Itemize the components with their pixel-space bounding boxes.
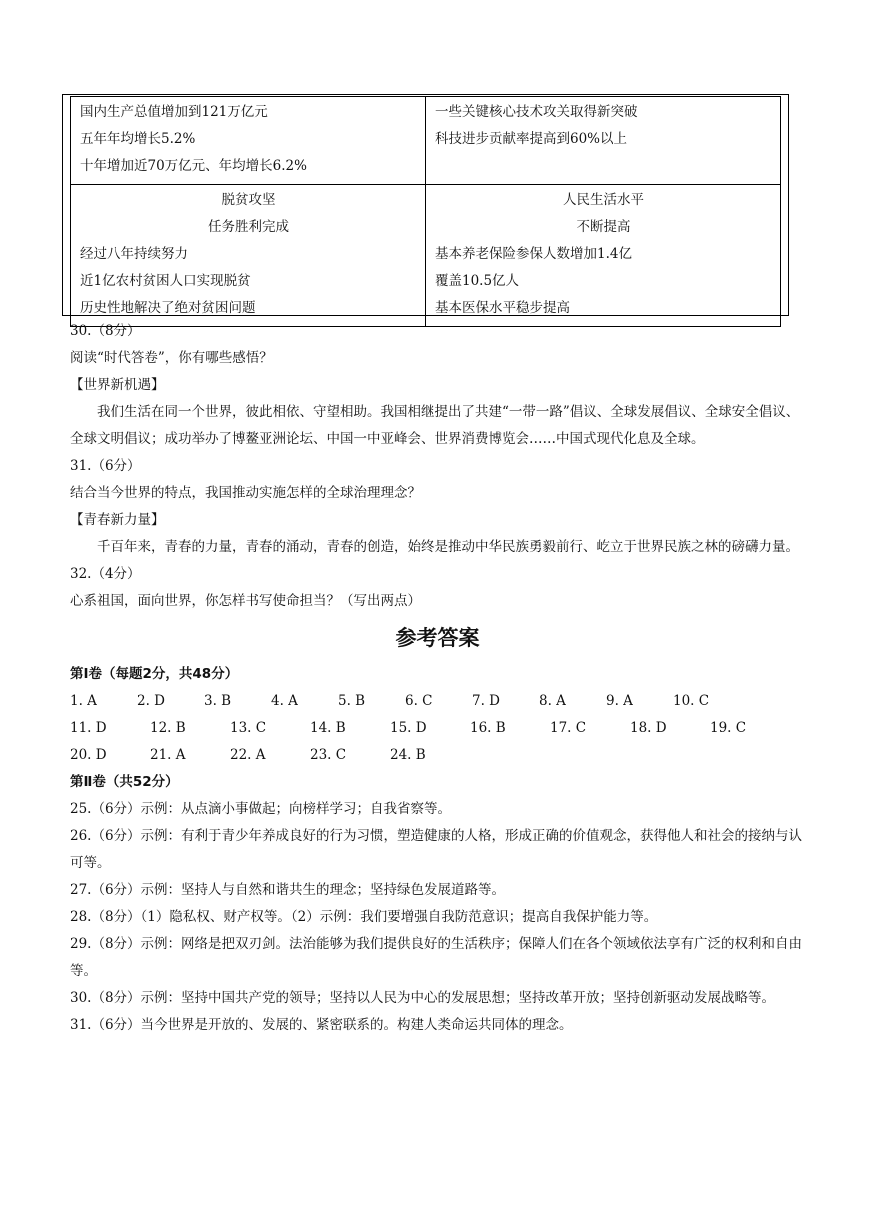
question-number: 31.（6分） — [70, 458, 141, 474]
answer-item: 15. D — [390, 720, 427, 736]
table-line: 五年年均增长5.2% — [80, 131, 196, 147]
question-text: 阅读“时代答卷”，你有哪些感悟？ — [70, 350, 273, 366]
question-text: 结合当今世界的特点，我国推动实施怎样的全球治理理念？ — [70, 485, 421, 501]
answer-text: 28.（8分）（1）隐私权、财产权等。（2）示例：我们要增强自我防范意识；提高自我保护能力等。 — [70, 909, 658, 925]
table-line: 覆盖10.5亿人 — [435, 273, 520, 289]
page-content — [70, 318, 805, 1039]
answer-item: 12. B — [150, 720, 186, 736]
answer-item: 4. A — [271, 693, 298, 709]
part1-heading: 第Ⅰ卷（每题2分，共48分） — [70, 666, 239, 682]
material-paragraph: 千百年来，青春的力量，青春的涌动，青春的创造，始终是推动中华民族勇毅前行、屹立于世界民族之林的磅礴力量。 — [97, 539, 799, 555]
answer-item: 21. A — [150, 747, 186, 763]
table-cell-poverty — [71, 185, 426, 327]
table-cell-title: 脱贫攻坚 — [221, 192, 276, 208]
answer-item: 20. D — [70, 747, 107, 763]
table-line: 近1亿农村贫困人口实现脱贫 — [80, 273, 251, 289]
answer-row — [70, 688, 805, 715]
material-paragraph: 我们生活在同一个世界，彼此相依、守望相助。我国相继提出了共建“一带一路”倡议、全球发展倡议、全球安全倡议、全球文明倡议；成功举办了博鳌亚洲论坛、中国一中亚峰会、世界消费博览会……中国式现代化息及全球。 — [70, 404, 800, 447]
question-number: 30.（8分） — [70, 323, 141, 339]
answer-text: 27.（6分）示例：坚持人与自然和谐共生的理念；坚持绿色发展道路等。 — [70, 882, 506, 898]
table-cell-title: 不断提高 — [576, 219, 631, 235]
table-line: 国内生产总值增加到121万亿元 — [80, 104, 268, 120]
table-line: 经过八年持续努力 — [80, 246, 188, 262]
answer-item: 2. D — [137, 693, 165, 709]
section-heading: 【世界新机遇】 — [70, 377, 165, 393]
table-cell-title: 人民生活水平 — [563, 192, 644, 208]
answer-item: 14. B — [310, 720, 346, 736]
table-cell-title: 任务胜利完成 — [208, 219, 289, 235]
table-line: 一些关键核心技术攻关取得新突破 — [435, 104, 638, 120]
answer-item: 1. A — [70, 693, 97, 709]
answer-item: 9. A — [606, 693, 633, 709]
question-text: 心系祖国，面向世界，你怎样书写使命担当？（写出两点） — [70, 593, 421, 609]
answer-item: 19. C — [710, 720, 747, 736]
answer-row — [70, 715, 805, 742]
section-heading: 【青春新力量】 — [70, 512, 165, 528]
answer-item: 23. C — [310, 747, 347, 763]
answer-item: 8. A — [539, 693, 566, 709]
answer-item: 22. A — [230, 747, 266, 763]
answer-item: 18. D — [630, 720, 667, 736]
part2-heading: 第Ⅱ卷（共52分） — [70, 774, 179, 790]
answer-item: 17. C — [550, 720, 587, 736]
table-line: 科技进步贡献率提高到60%以上 — [435, 131, 628, 147]
table-line: 基本医保水平稳步提高 — [435, 300, 570, 316]
table-line: 十年增加近70万亿元、年均增长6.2% — [80, 158, 307, 174]
answer-item: 3. B — [204, 693, 232, 709]
question-number: 32.（4分） — [70, 566, 141, 582]
answer-item: 10. C — [673, 693, 710, 709]
table-cell-living — [426, 185, 781, 327]
answer-text: 26.（6分）示例：有利于青少年养成良好的行为习惯，塑造健康的人格，形成正确的价值观念，获得他人和社会的接纳与认可等。 — [70, 828, 803, 871]
answer-item: 13. C — [230, 720, 267, 736]
answer-item: 6. C — [405, 693, 433, 709]
answer-row — [70, 742, 805, 769]
answer-text: 29.（8分）示例：网络是把双刃剑。法治能够为我们提供良好的生活秩序；保障人们在各个领域依法享有广泛的权利和自由等。 — [70, 936, 803, 979]
answer-item: 5. B — [338, 693, 366, 709]
answer-item: 24. B — [390, 747, 426, 763]
answer-item: 7. D — [472, 693, 500, 709]
answer-item: 11. D — [70, 720, 107, 736]
table-cell-gdp — [71, 97, 426, 185]
answer-text: 30.（8分）示例：坚持中国共产党的领导；坚持以人民为中心的发展思想；坚持改革开放；坚持创新驱动发展战略等。 — [70, 990, 776, 1006]
answer-text: 25.（6分）示例：从点滴小事做起；向榜样学习；自我省察等。 — [70, 801, 452, 817]
answer-title: 参考答案 — [395, 626, 480, 650]
table-cell-tech — [426, 97, 781, 185]
answer-text: 31.（6分）当今世界是开放的、发展的、紧密联系的。构建人类命运共同体的理念。 — [70, 1017, 573, 1033]
table-line: 历史性地解决了绝对贫困问题 — [80, 300, 256, 316]
table-line: 基本养老保险参保人数增加1.4亿 — [435, 246, 632, 262]
answer-item: 16. B — [470, 720, 506, 736]
achievement-table — [70, 96, 781, 327]
